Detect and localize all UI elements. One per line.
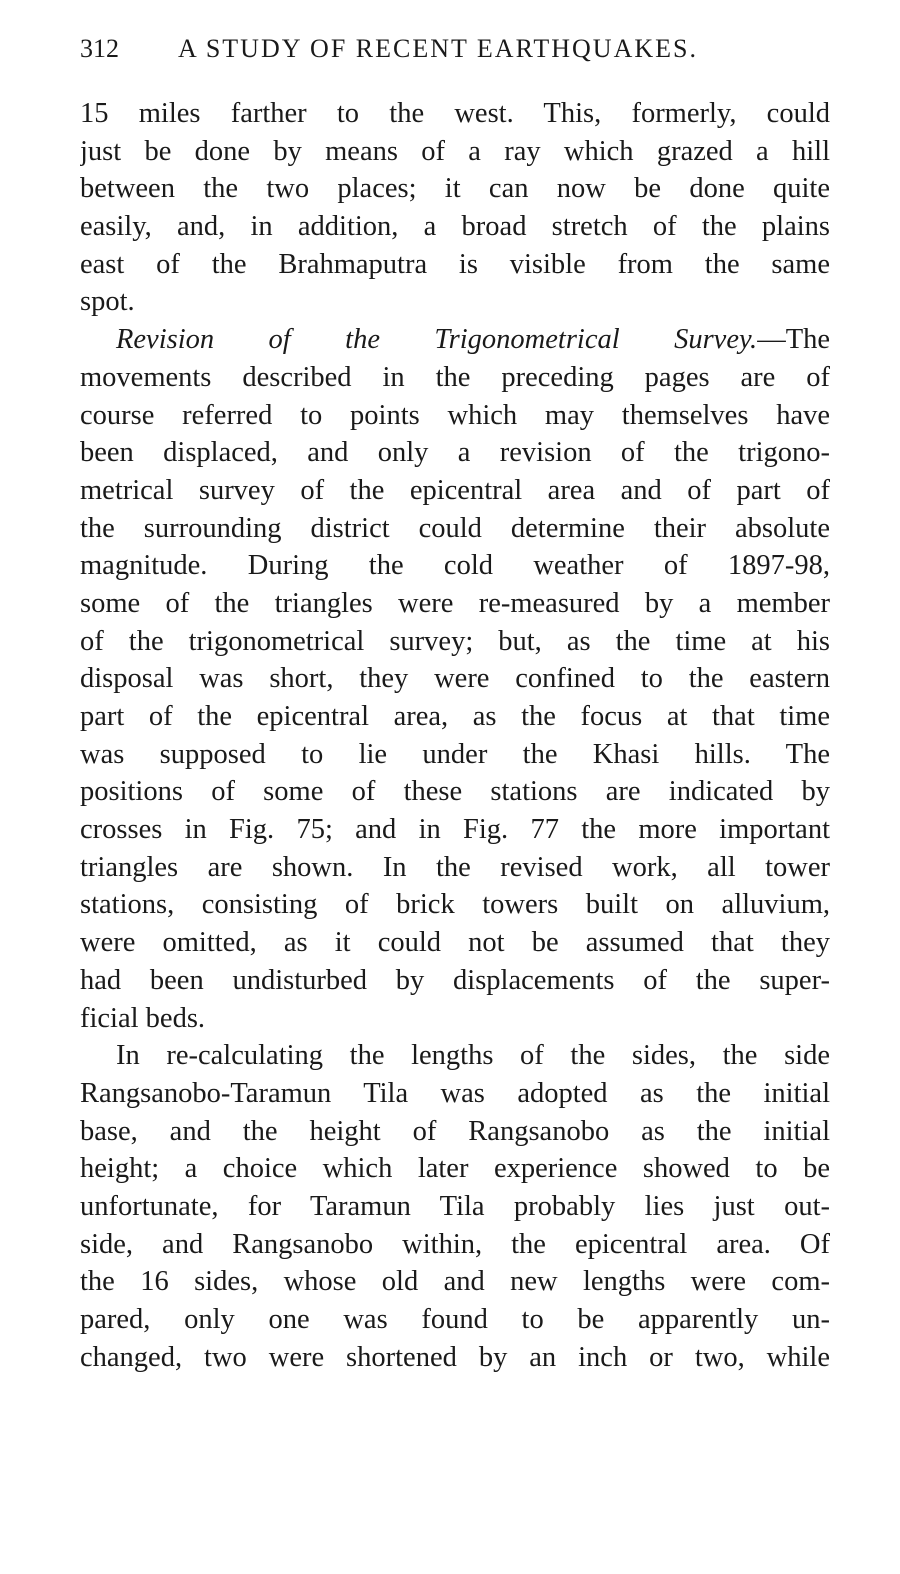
text-line: just be done by means of a ray which grazed a hill [80,135,830,167]
text-line: In re-calculating the lengths of the sides, the side [116,1040,830,1072]
text-line: side, and Rangsanobo within, the epicentral area. Of [80,1228,830,1260]
running-header [80,34,840,74]
text-line: 15 miles farther to the west. This, formerly, could [80,98,830,129]
text-line: height; a choice which later experience showed to be [80,1153,830,1185]
text-line: were omitted, as it could not be assumed that they [80,927,830,959]
text-line: east of the Brahmaputra is visible from the same [80,248,830,280]
text-line: the 16 sides, whose old and new lengths were com- [80,1266,830,1298]
text-line: pared, only one was found to be apparently un- [80,1304,830,1335]
text-line: unfortunate, for Taramun Tila probably lies just out- [80,1190,830,1222]
text-line: course referred to points which may themselves have [80,399,830,431]
text-line: movements described in the preceding pages are of [80,361,830,393]
text-line: positions of some of these stations are indicated by [80,776,830,808]
text-line: between the two places; it can now be done quite [80,173,830,205]
text-line: some of the triangles were re-measured by a member [80,587,830,619]
text-line: crosses in Fig. 75; and in Fig. 77 the more important [80,814,830,846]
text-line: magnitude. During the cold weather of 1897-98, [80,550,830,582]
text-line: spot. [80,286,135,318]
body-text [80,95,830,1376]
text-line: changed, two were shortened by an inch or two, while [80,1341,830,1373]
running-title: A STUDY OF RECENT EARTHQUAKES. [178,34,698,63]
text-line: the surrounding district could determine their absolute [80,512,830,544]
section-heading-rest: —The [757,324,830,356]
text-line: stations, consisting of brick towers built on alluvium, [80,889,830,921]
page-number: 312 [80,34,119,63]
text-line: easily, and, in addition, a broad stretch of the plains [80,211,830,243]
section-heading: Revision of the Trigonometrical Survey. [116,324,758,356]
text-line: ficial beds. [80,1002,206,1034]
text-line: been displaced, and only a revision of the trigono- [80,437,830,469]
text-line: of the trigonometrical survey; but, as the time at his [80,625,830,657]
text-line: base, and the height of Rangsanobo as the initial [80,1115,830,1147]
text-line: disposal was short, they were confined to the eastern [80,663,830,695]
section-heading-line [80,321,830,359]
text-line: Rangsanobo-Taramun Tila was adopted as the initial [80,1077,830,1109]
text-line: metrical survey of the epicentral area and of part of [80,474,830,506]
text-line: had been undisturbed by displacements of the super- [80,964,830,996]
text-line: part of the epicentral area, as the focus at that time [80,701,830,732]
text-line: triangles are shown. In the revised work, all tower [80,851,830,883]
text-line: was supposed to lie under the Khasi hills. The [80,738,830,770]
